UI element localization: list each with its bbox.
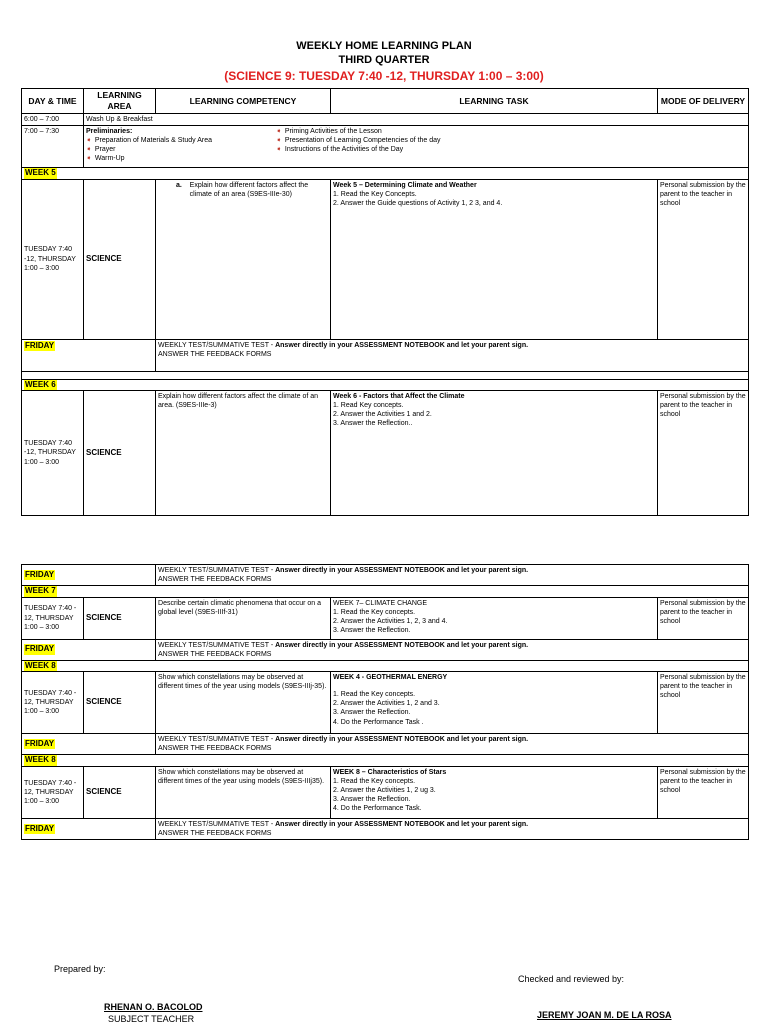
checked-by-label: Checked and reviewed by: [518, 974, 625, 984]
task-title: WEEK 4 - GEOTHERMAL ENERGY [333, 674, 448, 682]
table-row [22, 672, 749, 734]
task-item: 3. Answer the Reflection. [333, 796, 411, 804]
table-row [22, 179, 749, 339]
feedback-text: ANSWER THE FEEDBACK FORMS [158, 576, 272, 584]
week-row [22, 586, 749, 597]
competency-cell: Explain how different factors affect the climate of an area. (S9ES-IIIe-3) [156, 390, 331, 515]
week-label: WEEK 8 [25, 755, 56, 765]
friday-row [22, 339, 749, 371]
prepared-by-label: Prepared by: [54, 964, 106, 974]
weekly-test-instruction: Answer directly in your ASSESSMENT NOTEBOOK and let your parent sign. [275, 820, 529, 828]
friday-row [22, 565, 749, 586]
friday-label: FRIDAY [25, 823, 55, 833]
subject-cell: SCIENCE [84, 179, 156, 339]
weekly-test-cell [156, 565, 749, 586]
task-item: 2. Answer the Activities 1, 2 ug 3. [333, 786, 436, 794]
week-label: WEEK 6 [25, 379, 56, 389]
feedback-text: ANSWER THE FEEDBACK FORMS [158, 650, 272, 658]
week-row [22, 660, 749, 671]
friday-row [22, 818, 749, 839]
weekly-test-instruction: Answer directly in your ASSESSMENT NOTEBOOK and let your parent sign. [275, 567, 529, 574]
preliminaries-cell [84, 126, 749, 168]
arrow-icon: ➧ [86, 146, 92, 154]
weekly-test-cell [156, 639, 749, 660]
subject-cell: SCIENCE [84, 766, 156, 818]
day-time-cell: TUESDAY 7:40 - 12, THURSDAY 1:00 – 3:00 [22, 766, 84, 818]
week-row [22, 168, 749, 179]
weekly-test-cell [156, 818, 749, 839]
weekly-test-instruction: Answer directly in your ASSESSMENT NOTEBOOK and let your parent sign. [275, 641, 529, 649]
subject-cell: SCIENCE [84, 672, 156, 734]
weekly-test-label: WEEKLY TEST/SUMMATIVE TEST - [158, 567, 276, 574]
arrow-icon: ➧ [276, 146, 282, 154]
preliminaries-label: Preliminaries: [86, 128, 133, 136]
subject-cell: SCIENCE [84, 390, 156, 515]
arrow-icon: ➧ [86, 137, 92, 145]
weekly-test-cell [156, 339, 749, 371]
preparer-name: RHENAN O. BACOLOD [104, 1002, 203, 1012]
task-item: 1. Read Key concepts. [333, 402, 404, 410]
weekly-test-label: WEEKLY TEST/SUMMATIVE TEST - [158, 641, 276, 649]
friday-label: FRIDAY [25, 569, 55, 579]
task-cell [331, 179, 658, 339]
task-item: 3. Answer the Reflection.. [333, 420, 413, 428]
friday-row [22, 734, 749, 755]
weekly-test-label: WEEKLY TEST/SUMMATIVE TEST - [158, 736, 276, 744]
table-row [22, 126, 749, 168]
competency-cell: Describe certain climatic phenomena that occur on a global level (S9ES-IIIf-31) [156, 597, 331, 639]
task-item: 1. Read the Key concepts. [333, 608, 416, 616]
list-item: Instructions of the Activities of the Day [284, 146, 404, 154]
task-item: 2. Answer the Activities 1, 2, 3 and 4. [333, 617, 448, 625]
day-time-cell: TUESDAY 7:40 - 12, THURSDAY 1:00 – 3:00 [22, 672, 84, 734]
column-header: DAY & TIME [22, 89, 84, 114]
day-time-cell: TUESDAY 7:40 -12, THURSDAY 1:00 – 3:00 [22, 179, 84, 339]
table-row [22, 390, 749, 515]
week-row [22, 379, 749, 390]
arrow-icon: ➧ [276, 128, 282, 136]
day-time-cell: TUESDAY 7:40 -12, THURSDAY 1:00 – 3:00 [22, 390, 84, 515]
table-row [22, 766, 749, 818]
column-header: LEARNING COMPETENCY [156, 89, 331, 114]
time-cell: 6:00 – 7:00 [22, 114, 84, 126]
competency-text: Explain how different factors affect the climate of an area (S9ES-IIIe-30) [189, 181, 309, 198]
column-header: LEARNING TASK [331, 89, 658, 114]
competency-cell: Show which constellations may be observed at different times of the year using models (S9ES-IIIj-35). [156, 672, 331, 734]
table-row [22, 114, 749, 126]
learning-plan-table-2 [21, 564, 749, 840]
competency-cell [156, 179, 331, 339]
subject-cell: SCIENCE [84, 597, 156, 639]
task-item: 2. Answer the Activities 1, 2 and 3. [333, 700, 440, 708]
task-item: 3. Answer the Reflection. [333, 709, 411, 717]
list-item: Priming Activities of the Lesson [284, 128, 382, 136]
activity-cell: Wash Up & Breakfast [84, 114, 749, 126]
competency-marker: a. [176, 181, 182, 189]
checker-name: JEREMY JOAN M. DE LA ROSA [537, 1010, 672, 1020]
document-title: WEEKLY HOME LEARNING PLAN [296, 40, 472, 52]
weekly-test-instruction: Answer directly in your ASSESSMENT NOTEBOOK and let your parent sign. [275, 736, 529, 744]
table-header-row [22, 89, 749, 114]
task-item: 2. Answer the Activities 1 and 2. [333, 411, 432, 419]
task-item: 2. Answer the Guide questions of Activity 1, 2 3, and 4. [333, 199, 503, 207]
mode-cell: Personal submission by the parent to the teacher in school [658, 597, 749, 639]
list-item: Warm-Up [94, 155, 125, 163]
task-item: 3. Answer the Reflection. [333, 626, 411, 634]
mode-cell: Personal submission by the parent to the teacher in school [658, 179, 749, 339]
feedback-text: ANSWER THE FEEDBACK FORMS [158, 745, 272, 753]
task-item: 4. Do the Performance Task. [333, 805, 422, 813]
day-time-cell: TUESDAY 7:40 - 12, THURSDAY 1:00 – 3:00 [22, 597, 84, 639]
friday-label: FRIDAY [25, 644, 55, 654]
arrow-icon: ➧ [276, 137, 282, 145]
task-cell [331, 597, 658, 639]
week-label: WEEK 7 [25, 586, 56, 596]
list-item: Presentation of Learning Competencies of the day [284, 137, 441, 145]
list-item: Prayer [94, 146, 116, 154]
arrow-icon: ➧ [86, 155, 92, 163]
week-label: WEEK 8 [25, 660, 56, 670]
task-item: 1. Read the Key concepts. [333, 777, 416, 785]
column-header: MODE OF DELIVERY [658, 89, 749, 114]
weekly-test-label: WEEKLY TEST/SUMMATIVE TEST - [158, 341, 276, 349]
competency-cell: Show which constellations may be observed at different times of the year using models (S9ES-IIIj35). [156, 766, 331, 818]
task-cell [331, 672, 658, 734]
task-title: Week 5 – Determining Climate and Weather [333, 181, 477, 189]
friday-label: FRIDAY [25, 739, 55, 749]
weekly-test-cell [156, 734, 749, 755]
time-cell: 7:00 – 7:30 [22, 126, 84, 168]
weekly-test-instruction: Answer directly in your ASSESSMENT NOTEBOOK and let your parent sign. [275, 341, 529, 349]
task-cell [331, 766, 658, 818]
mode-cell: Personal submission by the parent to the teacher in school [658, 672, 749, 734]
preparer-title: SUBJECT TEACHER [108, 1014, 195, 1024]
table-row [22, 597, 749, 639]
week-row [22, 755, 749, 766]
task-title: Week 6 - Factors that Affect the Climate [333, 392, 465, 400]
task-title: WEEK 8 – Characteristics of Stars [333, 768, 447, 776]
task-title: WEEK 7– CLIMATE CHANGE [333, 599, 428, 607]
mode-cell: Personal submission by the parent to the teacher in school [658, 766, 749, 818]
mode-cell: Personal submission by the parent to the teacher in school [658, 390, 749, 515]
feedback-text: ANSWER THE FEEDBACK FORMS [158, 829, 272, 837]
schedule-subtitle: (SCIENCE 9: TUESDAY 7:40 -12, THURSDAY 1:00 – 3:00) [224, 69, 544, 83]
task-cell [331, 390, 658, 515]
week-label: WEEK 5 [25, 168, 56, 178]
feedback-text: ANSWER THE FEEDBACK FORMS [158, 350, 272, 358]
task-item: 1. Read the Key concepts. [333, 691, 416, 699]
column-header: LEARNING AREA [84, 89, 156, 114]
quarter-title: THIRD QUARTER [338, 54, 430, 66]
list-item: Preparation of Materials & Study Area [94, 137, 212, 145]
friday-row [22, 639, 749, 660]
learning-plan-table-1 [21, 88, 749, 516]
weekly-test-label: WEEKLY TEST/SUMMATIVE TEST - [158, 820, 276, 828]
task-item: 1. Read the Key Concepts. [333, 190, 417, 198]
friday-label: FRIDAY [25, 340, 55, 350]
task-item: 4. Do the Performance Task . [333, 718, 424, 726]
